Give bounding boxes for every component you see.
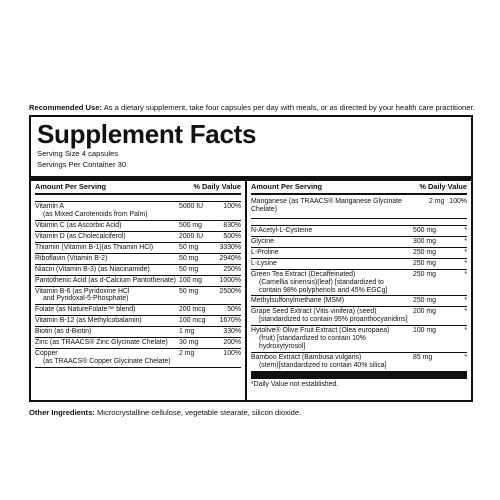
nutrient-row: [35, 349, 241, 368]
nutrient-name: Green Tea Extract (Decaffeinated): [251, 270, 356, 278]
nutrient-name-cell: [35, 244, 179, 252]
recommended-use-label: Recommended Use:: [29, 103, 103, 112]
nutrient-name: Bamboo Extract (Bambusa vulgaris): [251, 354, 362, 362]
nutrient-name-cell: [251, 271, 413, 295]
nutrient-row: [251, 270, 467, 297]
right-spacer: [251, 219, 467, 226]
nutrient-amount: 500 mg: [179, 221, 202, 229]
nutrient-dv: *: [464, 259, 467, 267]
nutrient-row: [251, 248, 467, 259]
right-header-amount: Amount Per Serving: [251, 181, 323, 191]
nutrient-amount: 1 mg: [179, 328, 195, 336]
column-divider: [245, 181, 247, 400]
footnote: *Daily Value not established.: [251, 380, 339, 388]
left-header: [35, 181, 241, 195]
nutrient-name: L-Proline: [251, 248, 279, 256]
nutrient-amount: 500 mg: [413, 226, 436, 234]
nutrient-row: [35, 327, 241, 338]
nutrient-amount: 50 mg: [179, 265, 199, 273]
nutrient-dv: *: [464, 226, 467, 234]
nutrient-amount: 85 mg: [413, 354, 433, 362]
nutrient-amount: 50 mg: [179, 254, 199, 262]
nutrient-dv: 250%: [223, 265, 241, 273]
nutrient-name: Hytolive® Olive Fruit Extract (Olea europaea): [251, 327, 390, 335]
nutrient-row: [35, 316, 241, 327]
nutrient-source: (as TRAACS® Copper Glycinate Chelate): [43, 358, 171, 366]
recommended-use-text: As a dietary supplement, take four capsules per day with meals, or as directed by your health care practitioner.: [102, 103, 475, 112]
nutrient-name-cell: [35, 306, 179, 314]
nutrient-dv: 3330%: [219, 243, 241, 251]
nutrient-name: L-Lysine: [251, 259, 277, 267]
nutrient-name: Riboflavin (Vitamin B-2): [35, 254, 108, 262]
nutrient-name: Folate (as NatureFolate™ blend): [35, 306, 136, 314]
nutrient-name: Glycine: [251, 237, 274, 245]
nutrient-amount: 100 mg: [179, 276, 202, 284]
nutrient-name-cell: [35, 266, 179, 274]
nutrient-name: Copper: [35, 350, 58, 358]
left-rows: [35, 202, 241, 368]
left-spacer: [35, 195, 241, 202]
nutrient-row: [251, 326, 467, 353]
other-ingredients: [29, 409, 479, 418]
nutrient-name-cell: [251, 227, 413, 235]
nutrient-name-cell: [251, 238, 413, 246]
right-header-dv: % Daily Value: [419, 181, 467, 191]
other-ingredients-label: Other Ingredients:: [29, 408, 95, 417]
nutrient-name: Methylsulfonylmethane (MSM): [251, 297, 345, 305]
nutrient-dv: 500%: [223, 232, 241, 240]
nutrient-amount: 200 mg: [413, 308, 436, 316]
nutrient-row: [251, 237, 467, 248]
nutrient-row: [251, 226, 467, 237]
nutrient-row: [35, 287, 241, 306]
nutrient-name-cell: [251, 354, 413, 370]
nutrient-name-cell: [35, 277, 179, 285]
nutrient-source: (stem)[standardized to contain 40% silica]: [259, 362, 387, 369]
left-header-dv: % Daily Value: [193, 181, 241, 191]
nutrient-name: Manganese (as TRAACS® Manganese Glycinate Chelate): [251, 198, 402, 213]
nutrient-name: Vitamin B-12 (as Methylcobalamin): [35, 317, 142, 325]
nutrient-name-cell: [35, 233, 179, 241]
nutrient-name: Vitamin D (as Cholecalciferol): [35, 232, 126, 240]
recommended-use: [29, 104, 479, 113]
nutrient-source: (fruit) [standardized to contain 10% hydroxytyrosol]: [259, 335, 366, 351]
supplement-facts-panel: [29, 115, 473, 402]
nutrient-name: Niacin (Vitamin B-3) (as Niacinamide): [35, 265, 150, 273]
nutrient-amount: 100 mg: [413, 327, 436, 335]
bottom-thick-bar: [251, 372, 467, 379]
nutrient-row: [35, 243, 241, 254]
nutrient-row: [251, 353, 467, 372]
nutrient-name-cell: [35, 203, 179, 219]
nutrient-amount: 300 mg: [413, 237, 436, 245]
nutrient-amount: 2 mg: [179, 350, 195, 358]
nutrient-row: [251, 296, 467, 307]
nutrient-name-cell: [251, 260, 413, 268]
nutrient-row: [251, 307, 467, 326]
left-column: [35, 181, 241, 368]
nutrient-name-cell: [35, 255, 179, 263]
nutrient-amount: 50 mg: [179, 243, 199, 251]
nutrient-dv: 2940%: [219, 254, 241, 262]
nutrient-amount: 5000 IU: [179, 203, 204, 210]
nutrient-amount: 100 mcg: [179, 317, 206, 325]
nutrient-dv: 830%: [223, 221, 241, 229]
nutrient-name: Biotin (as d-Biotin): [35, 328, 92, 336]
nutrient-dv: *: [464, 237, 467, 245]
right-header: [251, 181, 467, 195]
nutrient-row: [35, 254, 241, 265]
nutrient-row: [251, 259, 467, 270]
serving-size: Serving Size 4 capsules: [37, 149, 119, 158]
nutrient-dv: *: [464, 354, 467, 362]
nutrient-name: Zinc (as TRAACS® Zinc Glycinate Chelate): [35, 339, 168, 347]
nutrient-name-cell: [35, 288, 179, 304]
nutrient-name: Grape Seed Extract (Vitis vinifera) (seed): [251, 308, 377, 316]
panel-title: Supplement Facts: [37, 119, 257, 149]
nutrient-amount: 250 mg: [413, 248, 436, 256]
nutrient-amount: 30 mg: [179, 339, 199, 347]
nutrient-name: Vitamin B-6 (as Pyridoxine HCl: [35, 287, 130, 295]
nutrient-dv: *: [464, 270, 467, 278]
nutrient-amount: 2 mg: [429, 198, 445, 205]
nutrient-dv: *: [464, 327, 467, 335]
nutrient-row: [35, 265, 241, 276]
nutrient-row: [35, 338, 241, 349]
right-rows: [251, 226, 467, 372]
nutrient-name-cell: [35, 339, 179, 347]
nutrient-source-line-2: contain 98% polyphenols and 45% EGCg]: [259, 286, 388, 294]
nutrient-name: Vitamin A: [35, 203, 64, 210]
nutrient-source: (Camellia sinensis)(leaf) [standardized to: [259, 278, 384, 286]
nutrient-source: [standardized to contain 95% proanthocyanidins]: [259, 316, 408, 324]
nutrient-row-manganese: [251, 195, 467, 219]
nutrient-source: and Pyridoxal-5-Phosphate): [43, 295, 129, 303]
nutrient-name-cell: [251, 308, 413, 324]
nutrient-amount: 250 mg: [413, 297, 436, 305]
nutrient-name-cell: [35, 350, 179, 366]
left-header-amount: Amount Per Serving: [35, 181, 107, 191]
other-ingredients-text: Microcrystalline cellulose, vegetable stearate, silicon dioxide.: [94, 408, 302, 417]
nutrient-dv: 100%: [449, 198, 467, 205]
nutrient-name-cell: [35, 317, 179, 325]
nutrient-row: [35, 202, 241, 221]
nutrient-amount: 2000 IU: [179, 232, 204, 240]
nutrient-name: Vitamin C (as Ascorbic Acid): [35, 221, 122, 229]
nutrient-dv: *: [464, 308, 467, 316]
nutrient-name-cell: [251, 249, 413, 257]
nutrient-name-cell: [251, 327, 413, 351]
nutrient-name-cell: [35, 328, 179, 336]
nutrient-row: [35, 232, 241, 243]
nutrient-dv: 100%: [223, 203, 241, 210]
nutrient-dv: *: [464, 297, 467, 305]
nutrient-amount: 50 mg: [179, 287, 199, 295]
right-column: [251, 181, 467, 389]
nutrient-dv: 2500%: [219, 287, 241, 295]
nutrient-dv: 1670%: [219, 317, 241, 325]
nutrient-row: [35, 221, 241, 232]
nutrient-dv: 100%: [223, 350, 241, 358]
nutrient-amount: 250 mg: [413, 270, 436, 278]
nutrient-name: Pantothenic Acid (as d-Calcium Pantothenate): [35, 276, 176, 284]
nutrient-dv: 1000%: [219, 276, 241, 284]
nutrient-name-cell: [35, 222, 179, 230]
nutrient-dv: 50%: [227, 306, 241, 314]
nutrient-name: N-Acetyl-L-Cysteine: [251, 226, 313, 234]
nutrient-amount: 200 mcg: [179, 306, 206, 314]
servings-per-container: Servings Per Container 30: [37, 160, 127, 169]
nutrient-source: (as Mixed Carotenoids from Palm): [43, 210, 148, 218]
nutrient-dv: *: [464, 248, 467, 256]
nutrient-dv: 200%: [223, 339, 241, 347]
nutrient-name-cell: [251, 297, 413, 305]
nutrient-dv: 330%: [223, 328, 241, 336]
nutrient-row: [35, 305, 241, 316]
nutrient-name: Thiamin (Vitamin B-1)(as Thiamin HCl): [35, 243, 154, 251]
nutrient-amount: 250 mg: [413, 259, 436, 267]
nutrient-row: [35, 276, 241, 287]
